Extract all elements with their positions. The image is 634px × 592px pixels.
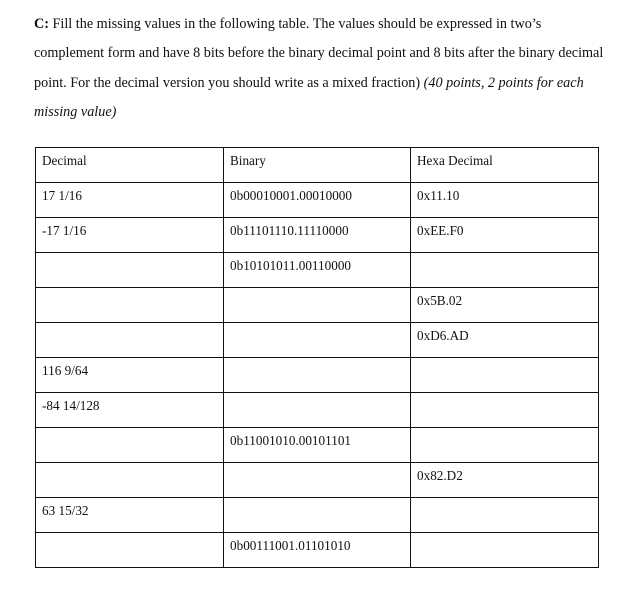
hex-cell <box>411 358 599 393</box>
decimal-cell <box>36 463 224 498</box>
question-text <box>34 10 614 127</box>
hex-cell: 0x5B.02 <box>411 288 599 323</box>
header-decimal: Decimal <box>36 148 224 183</box>
binary-cell: 0b00111001.01101010 <box>224 533 411 568</box>
table-header-row <box>36 148 599 183</box>
decimal-cell: -17 1/16 <box>36 218 224 253</box>
hex-cell: 0x11.10 <box>411 183 599 218</box>
question-label: C: <box>34 16 49 32</box>
table-row <box>36 218 599 253</box>
header-hexadecimal: Hexa Decimal <box>411 148 599 183</box>
binary-cell <box>224 358 411 393</box>
binary-cell <box>224 393 411 428</box>
hex-cell <box>411 428 599 463</box>
hex-cell <box>411 393 599 428</box>
table-row <box>36 533 599 568</box>
table-row <box>36 183 599 218</box>
decimal-cell: 17 1/16 <box>36 183 224 218</box>
decimal-cell <box>36 323 224 358</box>
table-row <box>36 288 599 323</box>
decimal-cell <box>36 428 224 463</box>
decimal-cell <box>36 533 224 568</box>
hex-cell <box>411 498 599 533</box>
binary-cell: 0b11101110.11110000 <box>224 218 411 253</box>
hex-cell <box>411 533 599 568</box>
decimal-cell <box>36 253 224 288</box>
table-row <box>36 498 599 533</box>
binary-cell: 0b10101011.00110000 <box>224 253 411 288</box>
table-row <box>36 253 599 288</box>
question-body: Fill the missing values in the following table. The values should be expressed in two’s complement form and have 8 bits before the binary decimal point and 8 bits after the binary decimal point. For the decimal version you should write as a mixed fraction) <box>34 16 604 91</box>
hex-cell: 0x82.D2 <box>411 463 599 498</box>
question-points: (40 points, 2 points for each missing value) <box>34 74 584 120</box>
answer-table <box>35 147 599 568</box>
hex-cell: 0xD6.AD <box>411 323 599 358</box>
decimal-cell <box>36 288 224 323</box>
table-row <box>36 358 599 393</box>
binary-cell <box>224 323 411 358</box>
table-row <box>36 463 599 498</box>
table-row <box>36 323 599 358</box>
hex-cell <box>411 253 599 288</box>
binary-cell <box>224 288 411 323</box>
binary-cell: 0b11001010.00101101 <box>224 428 411 463</box>
decimal-cell: 116 9/64 <box>36 358 224 393</box>
header-binary: Binary <box>224 148 411 183</box>
binary-cell <box>224 498 411 533</box>
hex-cell: 0xEE.F0 <box>411 218 599 253</box>
binary-cell: 0b00010001.00010000 <box>224 183 411 218</box>
decimal-cell: -84 14/128 <box>36 393 224 428</box>
table-row <box>36 393 599 428</box>
decimal-cell: 63 15/32 <box>36 498 224 533</box>
table-row <box>36 428 599 463</box>
binary-cell <box>224 463 411 498</box>
